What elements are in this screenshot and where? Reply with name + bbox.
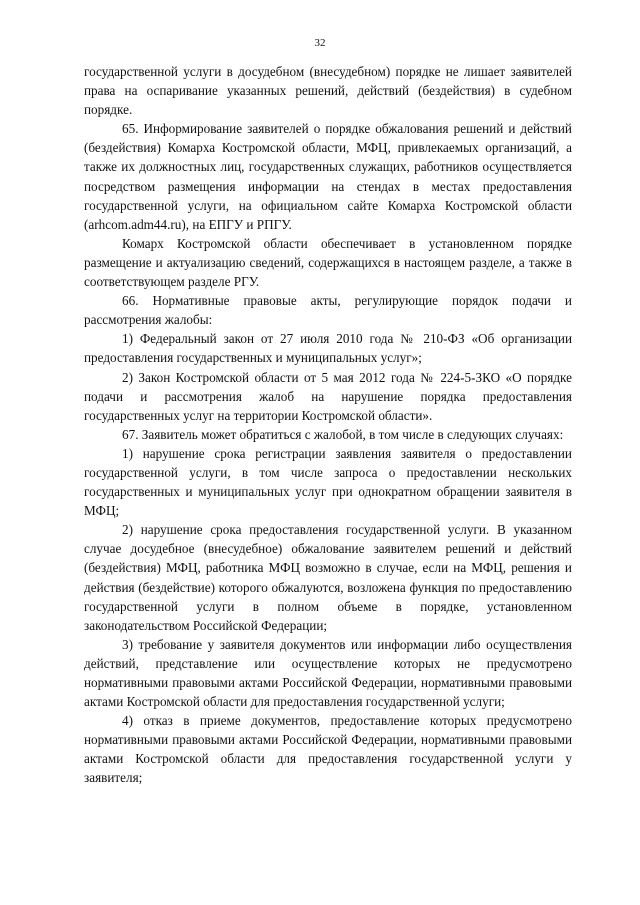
paragraph-67-item-4: 4) отказ в приеме документов, предоставление которых предусмотрено нормативными правовыми актами Российской Федерации, нормативными правовыми актами Костромской области для предоставления государственной услуги у заявителя; xyxy=(84,713,572,786)
paragraph-66: 66. Нормативные правовые акты, регулирующие порядок подачи и рассмотрения жалобы: xyxy=(84,293,572,328)
paragraph-continuation: государственной услуги в досудебном (внесудебном) порядке не лишает заявителей права на оспаривание указанных решений, действий (бездействия) в судебном порядке. xyxy=(84,64,572,118)
paragraph-67-item-2: 2) нарушение срока предоставления государственной услуги. В указанном случае досудебное (внесудебное) обжалование заявителем решений и действий (бездействия) МФЦ, работника МФЦ возможно в случае, если на МФЦ, решения и действия (бездействие) которого обжалуются, возложена функция по предоставлению государственной услуги в полном объеме в порядке, установленном законодательством Российской Федерации; xyxy=(84,522,572,633)
paragraph-65: 65. Информирование заявителей о порядке обжалования решений и действий (бездействия) Комарха Костромской области, МФЦ, привлекаемых организаций, а также их должностных лиц, государственных служащих, работников осуществляется посредством размещения информации на стендах в местах предоставления государственной услуги, на официальном сайте Комарха Костромской области (arhcom.adm44.ru), на ЕПГУ и РПГУ. xyxy=(84,121,572,232)
paragraph-67-item-3: 3) требование у заявителя документов или информации либо осуществления действий, представление или осуществление которых не предусмотрено нормативными правовыми актами Российской Федерации, нормативными правовыми актами Костромской области для предоставления государственной услуги; xyxy=(84,636,572,710)
paragraph-65-komarkh: Комарх Костромской области обеспечивает в установленном порядке размещение и актуализацию сведений, содержащихся в настоящем разделе, а также в соответствующем разделе РГУ. xyxy=(84,235,572,290)
paragraph-67-item-1: 1) нарушение срока регистрации заявления заявителя о предоставлении государственной услуги, в том числе запроса о предоставлении нескольких государственных и муниципальных услуг при однократном обращении заявителя в МФЦ; xyxy=(84,445,572,519)
paragraph-66-item-2: 2) Закон Костромской области от 5 мая 2012 года № 224-5-ЗКО «О порядке подачи и рассмотрения жалоб на нарушение порядка предоставления государственных услуг на территории Костромской области». xyxy=(84,369,572,423)
page-number: 32 xyxy=(314,37,326,49)
paragraph-67: 67. Заявитель может обратиться с жалобой, в том числе в следующих случаях: xyxy=(122,426,564,442)
document-body xyxy=(84,62,572,788)
paragraph-66-item-1: 1) Федеральный закон от 27 июля 2010 года № 210-ФЗ «Об организации предоставления государственных и муниципальных услуг»; xyxy=(84,331,572,366)
